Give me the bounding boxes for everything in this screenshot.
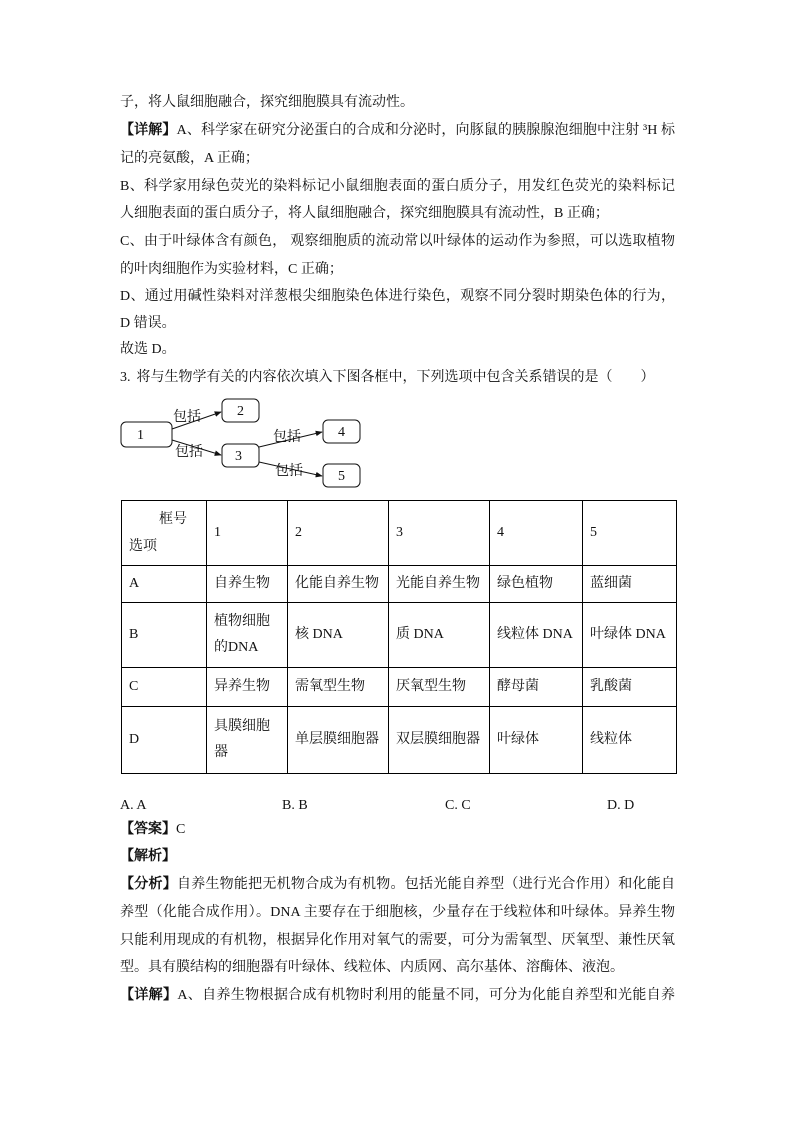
table-cell: 单层膜细胞器 xyxy=(288,707,389,774)
inclusion-diagram xyxy=(100,392,380,492)
answer-value: C xyxy=(176,822,186,837)
relation-label: 包括 xyxy=(273,430,301,445)
detail-text: A、科学家在研究分泌蛋白的合成和分泌时，向豚鼠的胰腺腺泡细胞中注射 ³H 标 xyxy=(176,123,676,138)
analysis-text: 自养生物能把无机物合成为有机物。包括光能自养型（进行光合作用）和化能自 xyxy=(176,877,676,892)
column-header: 4 xyxy=(490,501,583,566)
detail-line: 人细胞表面的蛋白质分子，将人鼠细胞融合，探究细胞膜具有流动性，B 正确； xyxy=(120,206,609,221)
table-cell: 叶绿体 DNA xyxy=(583,603,677,668)
column-header: 3 xyxy=(389,501,490,566)
column-header: 2 xyxy=(288,501,389,566)
header-corner-top: 框号 xyxy=(159,512,187,527)
row-option: C xyxy=(122,668,207,707)
diagram-box-5-label: 5 xyxy=(338,469,345,484)
choice-b: B. B xyxy=(282,798,308,813)
table-row xyxy=(122,707,677,774)
detail-tag: 【详解】 xyxy=(120,123,177,138)
relation-label: 包括 xyxy=(175,445,203,460)
row-option: B xyxy=(122,603,207,668)
table-cell: 厌氧型生物 xyxy=(389,668,490,707)
table-cell: 异养生物 xyxy=(207,668,288,707)
table-cell: 线粒体 DNA xyxy=(490,603,583,668)
header-corner-cell xyxy=(122,501,207,566)
detail-line: 的叶肉细胞作为实验材料，C 正确； xyxy=(120,262,343,277)
solution-detail-line xyxy=(120,986,675,1006)
analysis-tag: 【分析】 xyxy=(120,877,177,892)
table-cell: 具膜细胞器 xyxy=(207,707,288,774)
analysis-line xyxy=(120,875,675,895)
relation-label: 包括 xyxy=(173,410,201,425)
header-corner-bottom: 选项 xyxy=(129,539,157,554)
table-cell: 乳酸菌 xyxy=(583,668,677,707)
relation-label: 包括 xyxy=(275,464,303,479)
detail-line: D 错误。 xyxy=(120,316,176,331)
analysis-line: 型。具有膜结构的细胞器有叶绿体、线粒体、内质网、高尔基体、溶酶体、液泡。 xyxy=(120,960,624,975)
diagram-box-2-label: 2 xyxy=(237,404,244,419)
table-cell: 化能自养生物 xyxy=(288,566,389,603)
diagram-box-1-label: 1 xyxy=(137,428,144,443)
detail-line: D、通过用碱性染料对洋葱根尖细胞染色体进行染色，观察不同分裂时期染色体的行为， xyxy=(120,289,675,304)
table-cell: 植物细胞的DNA xyxy=(207,603,288,668)
detail-line xyxy=(120,121,675,141)
table-cell: 叶绿体 xyxy=(490,707,583,774)
row-option: D xyxy=(122,707,207,774)
conclusion-line: 故选 D。 xyxy=(120,342,176,357)
options-table xyxy=(121,500,677,774)
table-row xyxy=(122,566,677,603)
analysis-line: 只能利用现成的有机物，根据异化作用对氧气的需要，可分为需氧型、厌氧型、兼性厌氧 xyxy=(120,933,675,948)
solution-detail-tag: 【详解】 xyxy=(120,988,178,1003)
table-cell: 绿色植物 xyxy=(490,566,583,603)
analysis-line: 养型（化能合成作用）。DNA 主要存在于细胞核，少量存在于线粒体和叶绿体。异养生物 xyxy=(120,905,675,920)
table-cell: 光能自养生物 xyxy=(389,566,490,603)
column-header: 5 xyxy=(583,501,677,566)
question-stem xyxy=(120,368,655,388)
solution-detail-text: A、自养生物根据合成有机物时利用的能量不同，可分为化能自养型和光能自养 xyxy=(177,988,676,1003)
question-text: 将与生物学有关的内容依次填入下图各框中，下列选项中包含关系错误的是（ ） xyxy=(136,370,655,385)
table-row xyxy=(122,668,677,707)
table-cell: 酵母菌 xyxy=(490,668,583,707)
answer-line xyxy=(120,820,185,840)
table-cell: 自养生物 xyxy=(207,566,288,603)
detail-line: 记的亮氨酸，A 正确； xyxy=(120,151,259,166)
column-header: 1 xyxy=(207,501,288,566)
table-cell: 双层膜细胞器 xyxy=(389,707,490,774)
row-option: A xyxy=(122,566,207,603)
choice-c: C. C xyxy=(445,798,471,813)
choice-d: D. D xyxy=(607,798,635,813)
answer-tag: 【答案】 xyxy=(120,822,176,837)
diagram-box-4-label: 4 xyxy=(338,425,345,440)
table-cell: 需氧型生物 xyxy=(288,668,389,707)
table-cell: 核 DNA xyxy=(288,603,389,668)
solution-heading: 【解析】 xyxy=(120,849,176,864)
table-row xyxy=(122,603,677,668)
diagram-box-3-label: 3 xyxy=(235,449,242,464)
detail-line: C、由于叶绿体含有颜色， 观察细胞质的流动常以叶绿体的运动作为参照，可以选取植物 xyxy=(120,234,675,249)
table-header-row xyxy=(122,501,677,566)
table-cell: 蓝细菌 xyxy=(583,566,677,603)
table-cell: 线粒体 xyxy=(583,707,677,774)
intro-line: 子，将人鼠细胞融合，探究细胞膜具有流动性。 xyxy=(120,95,414,110)
table-cell: 质 DNA xyxy=(389,603,490,668)
question-number: 3. xyxy=(120,370,131,385)
diagram-box-1 xyxy=(121,422,172,447)
detail-line: B、科学家用绿色荧光的染料标记小鼠细胞表面的蛋白质分子，用发红色荧光的染料标记 xyxy=(120,179,675,194)
choice-a: A. A xyxy=(120,798,147,813)
